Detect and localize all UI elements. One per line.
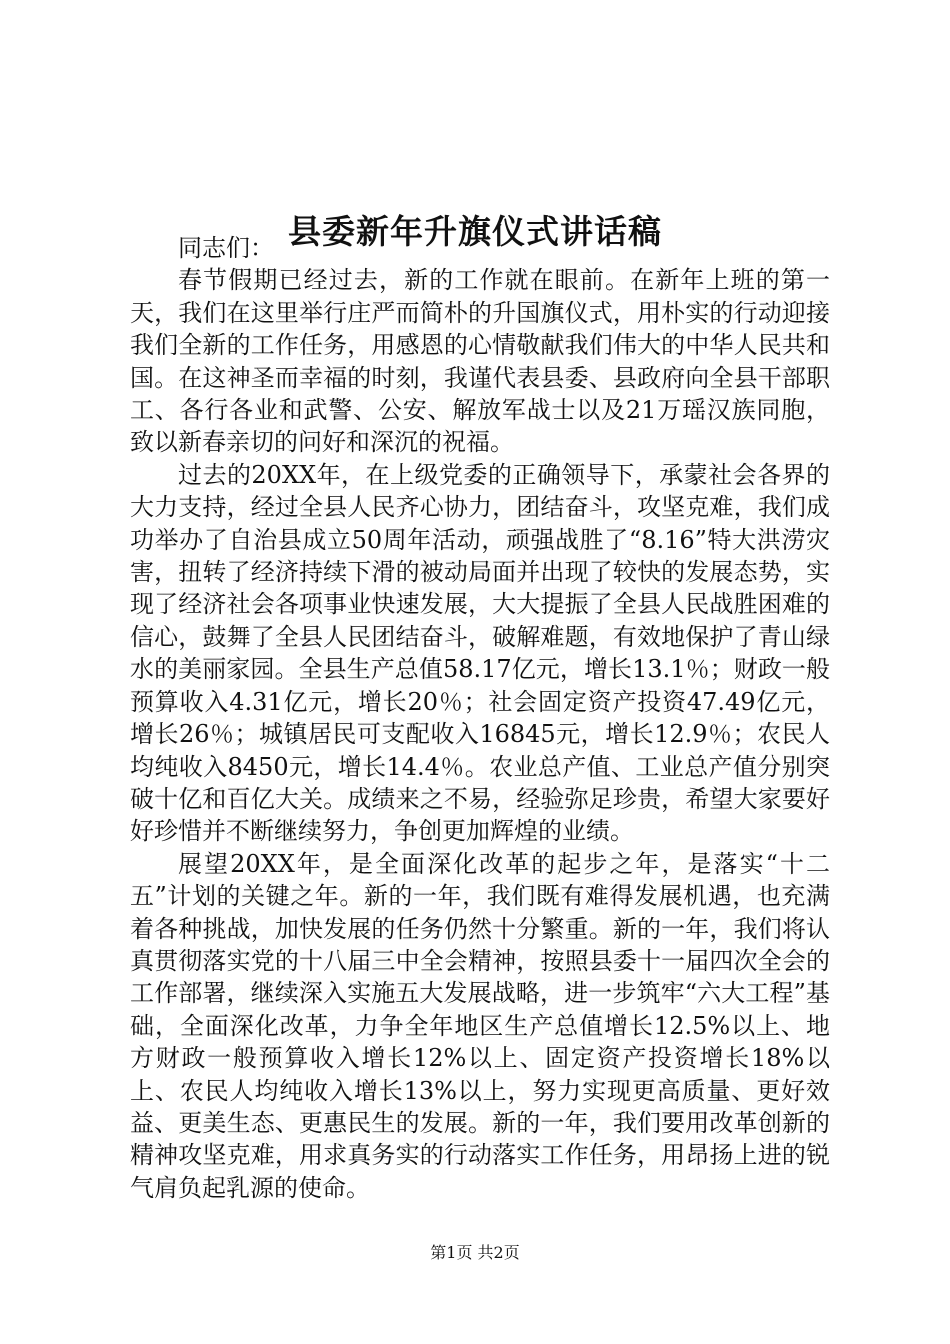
document-title: 县委新年升旗仪式讲话稿 [288, 212, 662, 252]
document-body [130, 232, 830, 1204]
salutation: 同志们： [178, 234, 274, 262]
paragraph-1: 春节假期已经过去，新的工作就在眼前。在新年上班的第一天，我们在这里举行庄严而简朴的升国旗仪式，用朴实的行动迎接我们全新的工作任务，用感恩的心情敬献我们伟大的中华人民共和国。在这神圣而幸福的时刻，我谨代表县委、县政府向全县干部职工、各行各业和武警、公安、解放军战士以及21万瑶汉族同胞，致以新春亲切的问好和深沉的祝福。 [130, 266, 830, 457]
paragraph-3: 展望20XX年，是全面深化改革的起步之年，是落实“十二五”计划的关键之年。新的一年，我们既有难得发展机遇，也充满着各种挑战，加快发展的任务仍然十分繁重。新的一年，我们将认真贯彻落实党的十八届三中全会精神，按照县委十一届四次全会的工作部署，继续深入实施五大发展战略，进一步筑牢“六大工程”基础，全面深化改革，力争全年地区生产总值增长12.5%以上、地方财政一般预算收入增长12%以上、固定资产投资增长18%以上、农民人均纯收入增长13%以上，努力实现更高质量、更好效益、更美生态、更惠民生的发展。新的一年，我们要用改革创新的精神攻坚克难，用求真务实的行动落实工作任务，用昂扬上进的锐气肩负起乳源的使命。 [130, 849, 830, 1202]
paragraph-2: 过去的20XX年，在上级党委的正确领导下，承蒙社会各界的大力支持，经过全县人民齐心协力，团结奋斗，攻坚克难，我们成功举办了自治县成立50周年活动，顽强战胜了“8.16”特大洪涝灾害，扭转了经济持续下滑的被动局面并出现了较快的发展态势，实现了经济社会各项事业快速发展，大大提振了全县人民战胜困难的信心，鼓舞了全县人民团结奋斗，破解难题，有效地保护了青山绿水的美丽家园。全县生产总值58.17亿元，增长13.1％；财政一般预算收入4.31亿元，增长20％；社会固定资产投资47.49亿元，增长26％；城镇居民可支配收入16845元，增长12.9％；农民人均纯收入8450元，增长14.4％。农业总产值、工业总产值分别突破十亿和百亿大关。成绩来之不易，经验弥足珍贵，希望大家要好好珍惜并不断继续努力，争创更加辉煌的业绩。 [130, 460, 830, 846]
page-footer: 第1页 共2页 [430, 1243, 520, 1262]
